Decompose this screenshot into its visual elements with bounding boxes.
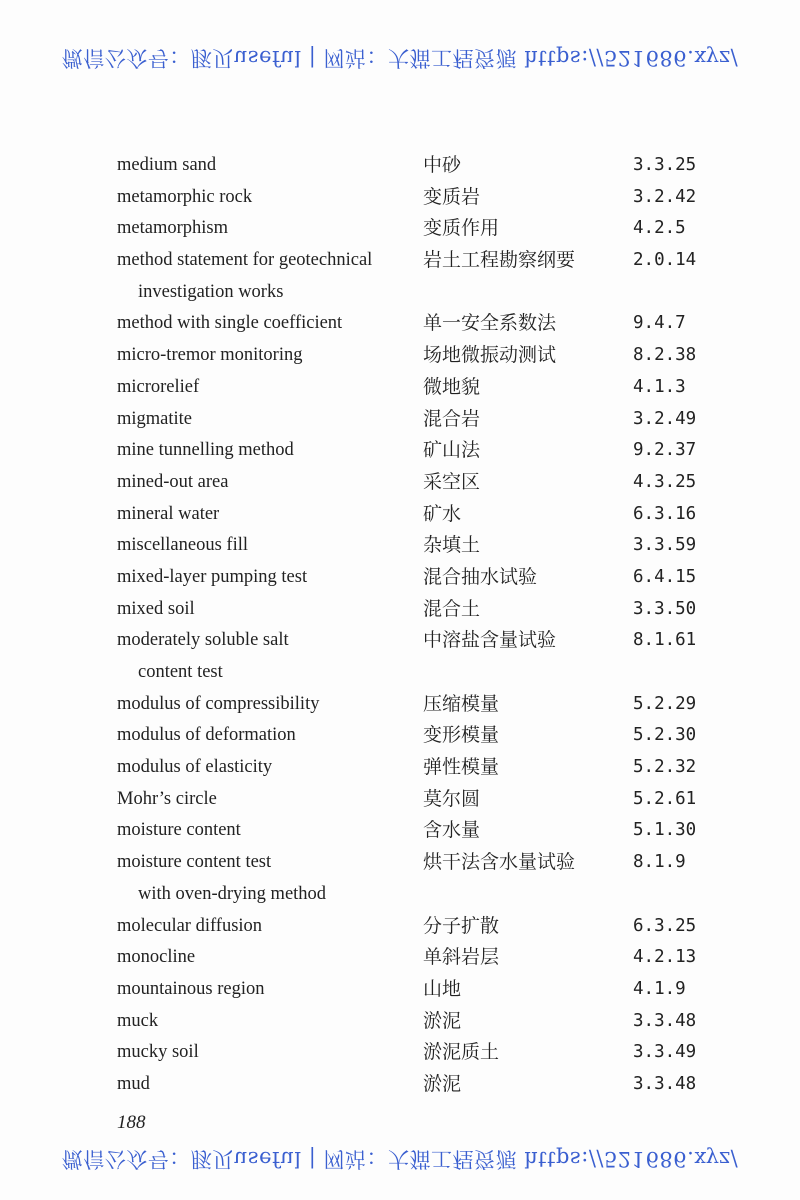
english-term — [117, 530, 417, 562]
english-term — [117, 1037, 417, 1069]
english-term-line: mixed-layer pumping test — [117, 566, 308, 587]
section-reference: 3.3.48 — [633, 1073, 697, 1094]
chinese-term: 分子扩散 — [423, 914, 500, 937]
chinese-term: 变质岩 — [423, 185, 481, 208]
glossary-entry — [0, 1037, 800, 1069]
english-term — [117, 815, 417, 847]
chinese-term: 含水量 — [423, 819, 481, 842]
section-reference: 9.4.7 — [633, 313, 686, 334]
section-reference: 5.1.30 — [633, 820, 697, 841]
section-reference: 4.3.25 — [633, 471, 697, 492]
chinese-term: 岩土工程勘察纲要 — [423, 249, 576, 272]
english-term-line: moisture content test — [117, 852, 272, 873]
chinese-term: 微地貌 — [423, 375, 481, 398]
glossary-entry — [0, 784, 800, 816]
chinese-term: 单一安全系数法 — [423, 312, 557, 335]
english-term — [117, 499, 417, 531]
english-term-line: mixed soil — [117, 598, 195, 619]
glossary-entry — [0, 213, 800, 245]
english-term-line: mineral water — [117, 503, 220, 524]
chinese-term: 弹性模量 — [423, 756, 500, 779]
chinese-term: 场地微振动测试 — [423, 344, 557, 367]
section-reference: 6.3.25 — [633, 915, 697, 936]
english-term-continuation: investigation works — [138, 281, 284, 302]
section-reference: 4.2.13 — [633, 947, 697, 968]
section-reference: 5.2.32 — [633, 757, 697, 778]
english-term — [117, 150, 417, 182]
english-term — [117, 911, 417, 943]
glossary-entry — [0, 372, 800, 404]
glossary-entry — [0, 562, 800, 594]
english-term-line: microrelief — [117, 376, 200, 397]
glossary-entry — [0, 689, 800, 721]
glossary-entry — [0, 182, 800, 214]
english-term-continuation: content test — [138, 662, 223, 683]
chinese-term: 杂填土 — [423, 534, 481, 557]
glossary-entry — [0, 499, 800, 531]
page-number: 188 — [117, 1112, 146, 1133]
glossary-entry — [0, 150, 800, 182]
glossary-entry — [0, 974, 800, 1006]
chinese-term: 混合土 — [423, 597, 481, 620]
english-term — [117, 245, 417, 308]
section-reference: 9.2.37 — [633, 440, 697, 461]
glossary-entry — [0, 720, 800, 752]
english-term-line: mine tunnelling method — [117, 440, 294, 461]
section-reference: 3.2.42 — [633, 186, 697, 207]
english-term-line: muck — [117, 1010, 159, 1031]
section-reference: 3.3.48 — [633, 1010, 697, 1031]
section-reference: 3.3.59 — [633, 535, 697, 556]
glossary-entry — [0, 340, 800, 372]
english-term — [117, 942, 417, 974]
english-term-line: mucky soil — [117, 1042, 199, 1063]
section-reference: 3.3.49 — [633, 1042, 697, 1063]
chinese-term: 单斜岩层 — [423, 946, 500, 969]
english-term-line: method statement for geotechnical — [117, 250, 373, 271]
watermark-bottom: 微信公众号：豚贝useful | 网站：大猫工程资源 https://521686.xyz/ — [61, 1147, 739, 1171]
glossary-entry — [0, 752, 800, 784]
section-reference: 3.3.25 — [633, 155, 697, 175]
english-term — [117, 625, 417, 688]
english-term-line: metamorphism — [117, 218, 228, 239]
section-reference: 5.2.29 — [633, 693, 697, 714]
english-term — [117, 847, 417, 910]
chinese-term: 淤泥 — [423, 1072, 462, 1095]
glossary-entry — [0, 308, 800, 340]
glossary-entry — [0, 435, 800, 467]
section-reference: 6.4.15 — [633, 566, 697, 587]
chinese-term: 中溶盐含量试验 — [423, 629, 557, 652]
english-term-line: medium sand — [117, 155, 217, 175]
section-reference: 2.0.14 — [633, 250, 697, 271]
watermark-top: 微信公众号：豚贝useful | 网站：大猫工程资源 https://521686.xyz/ — [61, 46, 739, 70]
glossary-entry — [0, 594, 800, 626]
chinese-term: 变形模量 — [423, 724, 500, 747]
chinese-term: 混合岩 — [423, 407, 481, 430]
glossary-entry — [0, 467, 800, 499]
english-term — [117, 689, 417, 721]
english-term-line: moderately soluble salt — [117, 630, 289, 651]
glossary-entry — [0, 1006, 800, 1038]
chinese-term: 矿水 — [423, 502, 462, 525]
section-reference: 4.1.3 — [633, 376, 686, 397]
english-term — [117, 435, 417, 467]
english-term-line: monocline — [117, 947, 196, 968]
glossary-entry — [0, 815, 800, 847]
glossary-entry — [0, 404, 800, 436]
section-reference: 6.3.16 — [633, 503, 697, 524]
english-term-line: method with single coefficient — [117, 313, 343, 334]
glossary-entry — [0, 942, 800, 974]
english-term — [117, 784, 417, 816]
english-term — [117, 720, 417, 752]
english-term-line: mud — [117, 1073, 150, 1094]
section-reference: 4.2.5 — [633, 218, 686, 239]
chinese-term: 混合抽水试验 — [423, 565, 538, 588]
english-term-line: mined-out area — [117, 471, 229, 492]
english-term — [117, 1006, 417, 1038]
english-term-line: mountainous region — [117, 978, 265, 999]
english-term-line: miscellaneous fill — [117, 535, 249, 556]
english-term-line: moisture content — [117, 820, 241, 841]
english-term-line: modulus of elasticity — [117, 757, 273, 778]
english-term — [117, 467, 417, 499]
glossary-list — [0, 150, 800, 1101]
glossary-entry — [0, 911, 800, 943]
english-term — [117, 213, 417, 245]
english-term-line: modulus of compressibility — [117, 693, 320, 714]
section-reference: 4.1.9 — [633, 978, 686, 999]
chinese-term: 中砂 — [423, 154, 462, 176]
glossary-entry — [0, 245, 800, 308]
chinese-term: 采空区 — [423, 470, 481, 493]
english-term-line: micro-tremor monitoring — [117, 345, 303, 366]
section-reference: 8.1.9 — [633, 852, 686, 873]
english-term-line: metamorphic rock — [117, 186, 253, 207]
english-term-line: Mohr’s circle — [117, 788, 217, 809]
section-reference: 3.2.49 — [633, 408, 697, 429]
chinese-term: 淤泥质土 — [423, 1041, 500, 1064]
english-term-line: modulus of deformation — [117, 725, 296, 746]
english-term — [117, 340, 417, 372]
glossary-entry — [0, 847, 800, 910]
section-reference: 8.1.61 — [633, 630, 697, 651]
chinese-term: 矿山法 — [423, 439, 481, 462]
section-reference: 5.2.61 — [633, 788, 697, 809]
english-term — [117, 562, 417, 594]
english-term — [117, 1069, 417, 1101]
glossary-entry — [0, 1069, 800, 1101]
english-term — [117, 182, 417, 214]
english-term-line: molecular diffusion — [117, 915, 263, 936]
english-term-line: migmatite — [117, 408, 193, 429]
glossary-entry — [0, 625, 800, 688]
english-term — [117, 308, 417, 340]
section-reference: 8.2.38 — [633, 345, 697, 366]
glossary-entry — [0, 530, 800, 562]
chinese-term: 莫尔圆 — [423, 787, 481, 810]
english-term — [117, 974, 417, 1006]
english-term — [117, 752, 417, 784]
chinese-term: 压缩模量 — [423, 692, 500, 715]
english-term-continuation: with oven-drying method — [138, 883, 327, 904]
english-term — [117, 372, 417, 404]
section-reference: 3.3.50 — [633, 598, 697, 619]
chinese-term: 烘干法含水量试验 — [423, 851, 576, 874]
english-term — [117, 404, 417, 436]
chinese-term: 变质作用 — [423, 217, 500, 240]
chinese-term: 山地 — [423, 977, 462, 1000]
english-term — [117, 594, 417, 626]
chinese-term: 淤泥 — [423, 1009, 462, 1032]
section-reference: 5.2.30 — [633, 725, 697, 746]
